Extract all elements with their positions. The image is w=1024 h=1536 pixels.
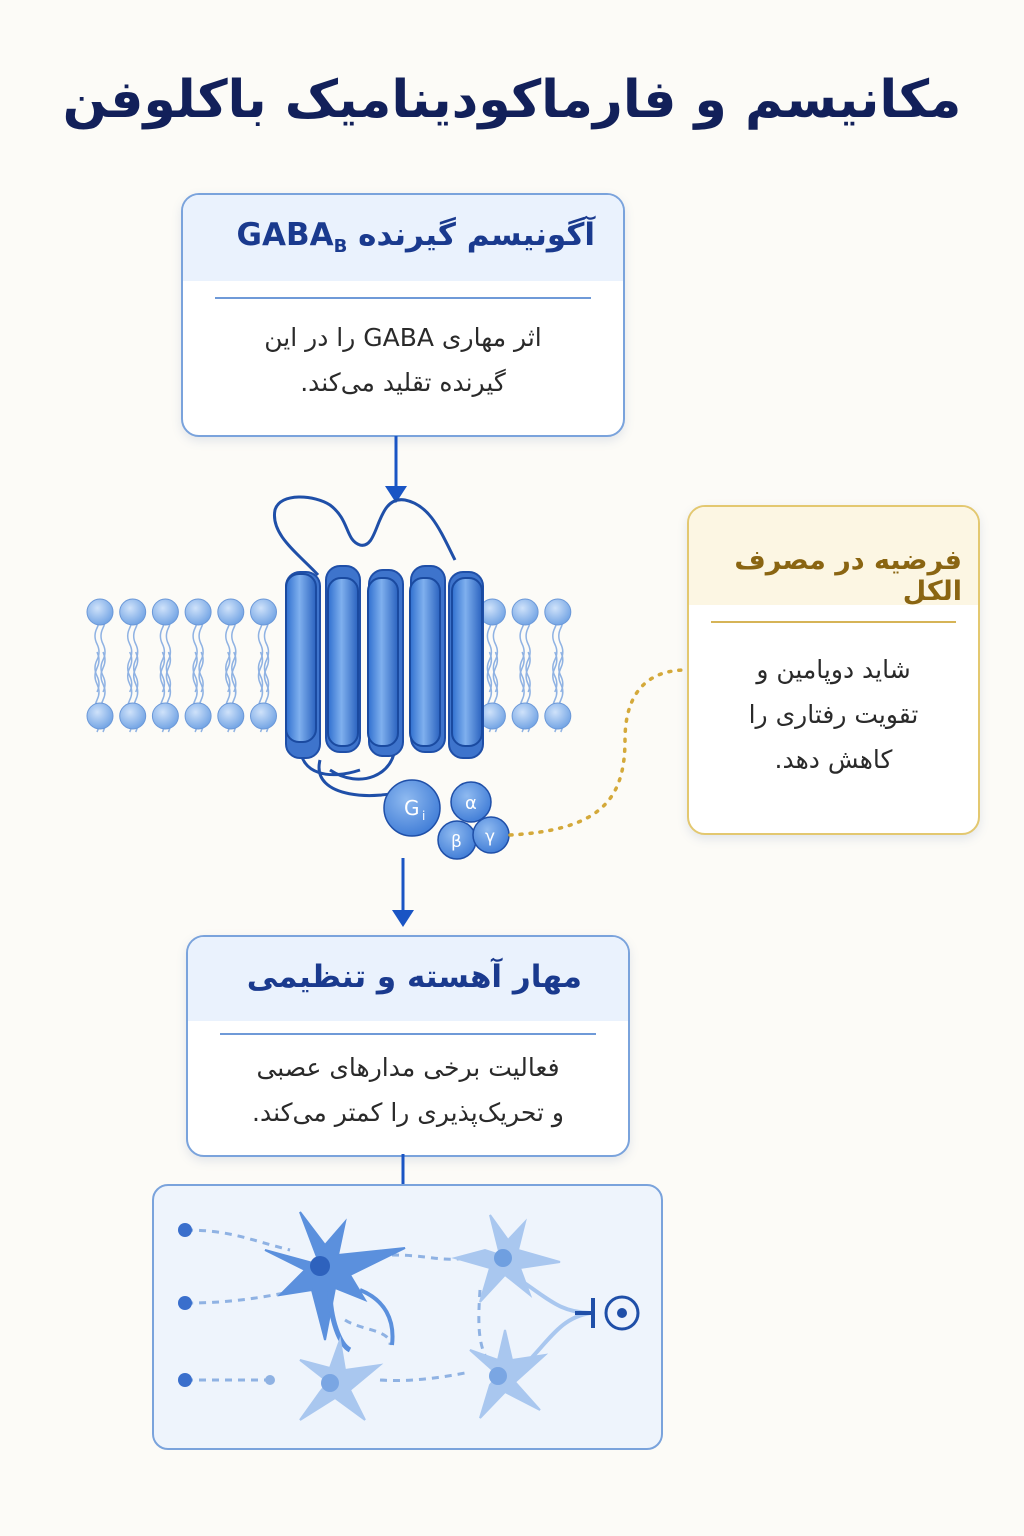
- lipid-head: [87, 599, 113, 625]
- lipid-head: [87, 703, 113, 729]
- gi-sub-label: i: [422, 809, 426, 823]
- receptor-label: GABA: [236, 217, 334, 253]
- alcohol-card-title: فرضیه در مصرف الکل: [734, 545, 962, 607]
- arrow-to-inhibition: [392, 858, 414, 927]
- page-title: مکانیسم و فارماکودینامیک باکلوفن: [62, 70, 962, 130]
- lipid-head: [120, 599, 146, 625]
- agonism-heading-text: آگونیسم گیرنده: [358, 217, 595, 253]
- lipid-head: [251, 703, 277, 729]
- gamma-label: γ: [485, 827, 496, 847]
- g-protein-complex: [384, 780, 509, 859]
- inhibition-body-line2: و تحریک‌پذیری را کمتر می‌کند.: [252, 1098, 564, 1127]
- agonism-body-line1: اثر مهاری GABA را در این: [264, 323, 542, 352]
- alcohol-body-line3: کاهش دهد.: [774, 745, 893, 774]
- lipid-head: [218, 703, 244, 729]
- neuron-main: [265, 1212, 405, 1350]
- alcohol-body-line1: شاید دوپامین و: [756, 655, 911, 684]
- alpha-label: α: [465, 793, 477, 814]
- receptor-n-terminal-loop: [274, 497, 455, 575]
- lipid-head: [152, 599, 178, 625]
- receptor-subscript: B: [333, 236, 348, 258]
- lipid-head: [120, 703, 146, 729]
- transmembrane-helix: [328, 578, 358, 746]
- lipid-head: [185, 703, 211, 729]
- lipid-head: [152, 703, 178, 729]
- lipid-head: [251, 599, 277, 625]
- transmembrane-helix: [286, 574, 316, 742]
- agonism-body-line2: گیرنده تقلید می‌کند.: [300, 368, 506, 397]
- neural-circuit: [178, 1212, 638, 1420]
- gi-label: G: [404, 796, 420, 820]
- lipid-head: [512, 599, 538, 625]
- lipid-head: [545, 599, 571, 625]
- inhibition-body-line1: فعالیت برخی مدارهای عصبی: [256, 1053, 560, 1082]
- arrow-to-receptor: [385, 436, 407, 503]
- transmembrane-helix: [410, 578, 440, 746]
- transmembrane-helix: [452, 578, 482, 746]
- neuron-bottom-left: [300, 1340, 380, 1420]
- inhibition-card-title: مهار آهسته و تنظیمی: [246, 959, 582, 995]
- input-dot: [178, 1223, 192, 1237]
- transmembrane-helix: [368, 578, 398, 746]
- lipid-head: [218, 599, 244, 625]
- lipid-head: [185, 599, 211, 625]
- gabab-receptor: [286, 566, 483, 758]
- input-dot: [265, 1375, 275, 1385]
- lipid-head: [512, 703, 538, 729]
- input-dot: [178, 1296, 192, 1310]
- alcohol-body-line2: تقویت رفتاری را: [748, 700, 919, 729]
- neuron-top-right: [455, 1215, 560, 1302]
- hypothesis-connector: [510, 670, 686, 835]
- input-dot: [178, 1373, 192, 1387]
- lipid-head: [545, 703, 571, 729]
- beta-label: β: [451, 832, 462, 852]
